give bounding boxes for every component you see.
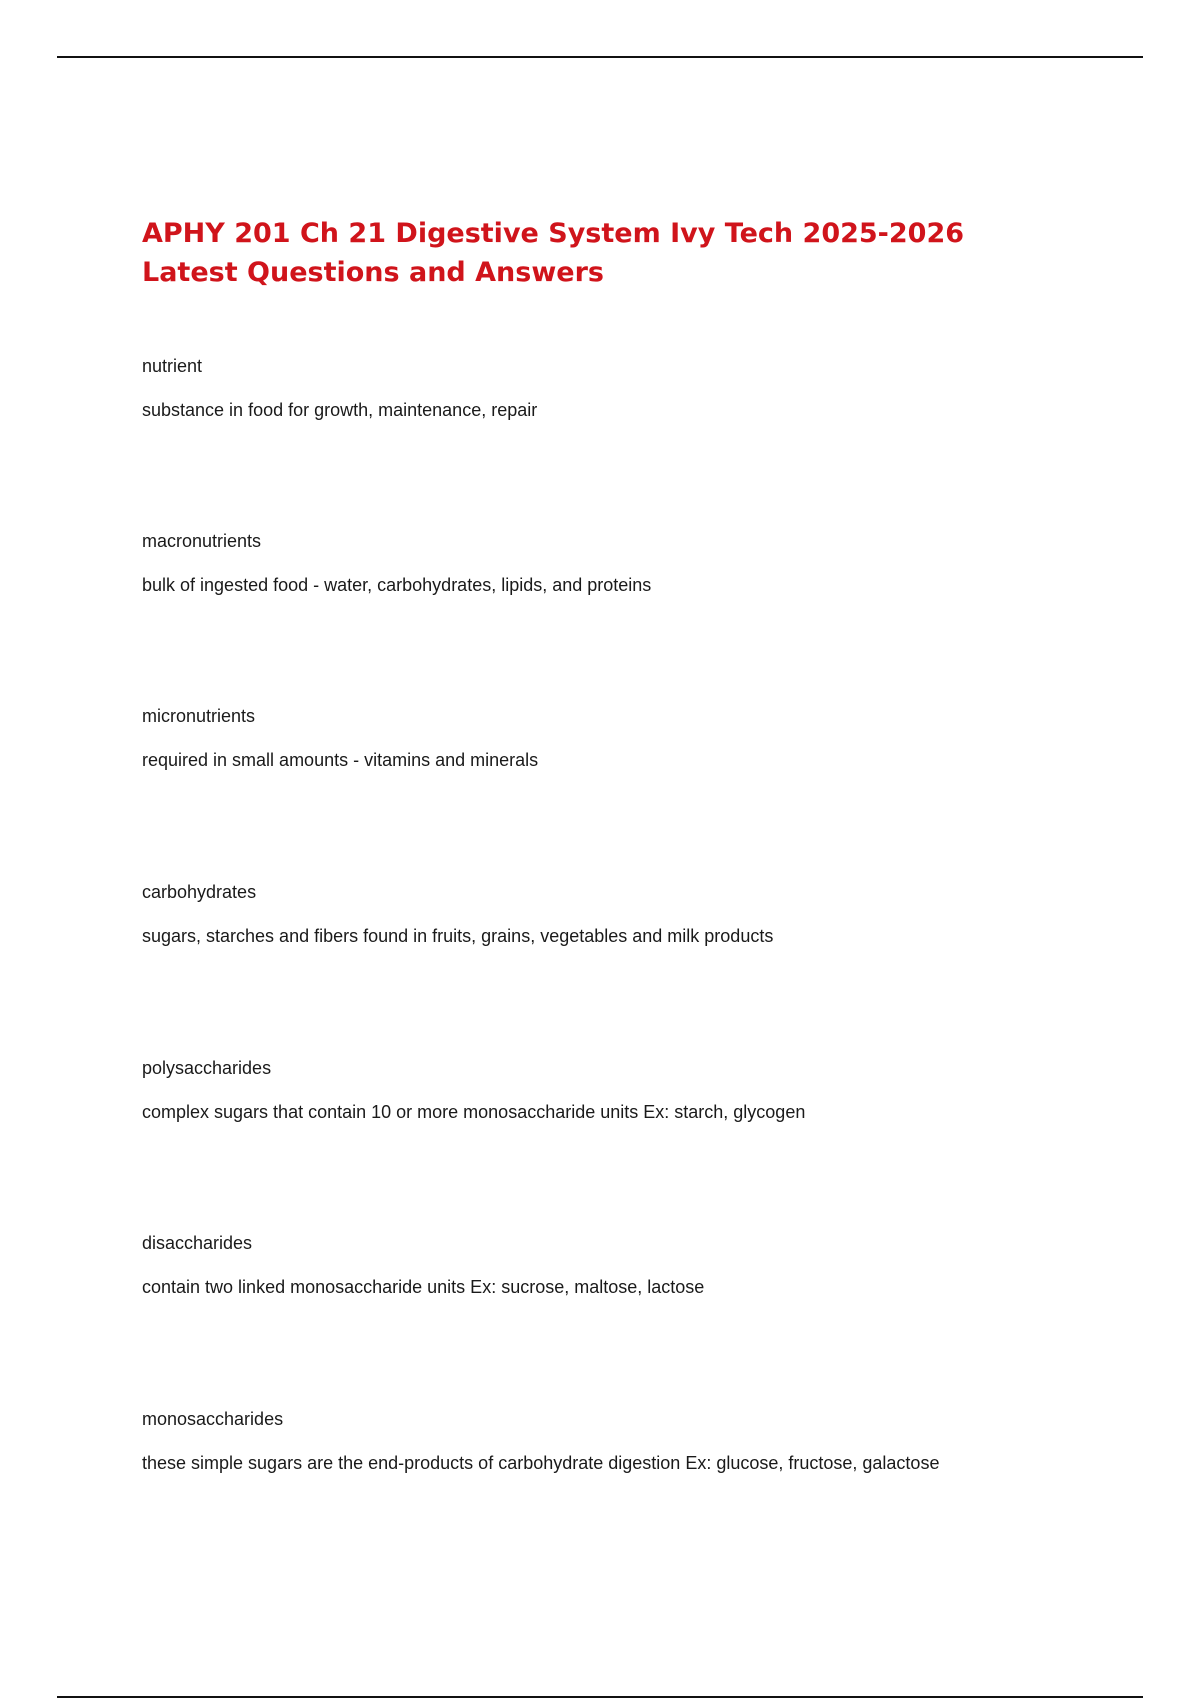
- flashcard-disaccharides: [142, 1231, 1142, 1299]
- title-line-2: Latest Questions and Answers: [142, 257, 604, 288]
- definition: substance in food for growth, maintenance, repair: [142, 400, 538, 420]
- flashcard-polysaccharides: [142, 1056, 1142, 1124]
- flashcard-micronutrients: [142, 704, 1142, 772]
- term: disaccharides: [142, 1233, 253, 1253]
- definition: required in small amounts - vitamins and minerals: [142, 750, 539, 770]
- term: micronutrients: [142, 706, 256, 726]
- top-rule: [57, 56, 1143, 58]
- document-title: [142, 214, 1042, 292]
- term: nutrient: [142, 356, 203, 376]
- flashcard-nutrient: [142, 354, 1142, 422]
- flashcard-monosaccharides: [142, 1407, 1142, 1475]
- title-line-1: APHY 201 Ch 21 Digestive System Ivy Tech 2025-2026: [142, 218, 965, 249]
- bottom-rule: [57, 1696, 1143, 1698]
- term: monosaccharides: [142, 1409, 284, 1429]
- definition: these simple sugars are the end-products of carbohydrate digestion Ex: glucose, fructose, galactose: [142, 1453, 940, 1473]
- definition: bulk of ingested food - water, carbohydrates, lipids, and proteins: [142, 575, 652, 595]
- definition: contain two linked monosaccharide units Ex: sucrose, maltose, lactose: [142, 1277, 705, 1297]
- flashcard-macronutrients: [142, 529, 1142, 597]
- term: polysaccharides: [142, 1058, 272, 1078]
- definition: complex sugars that contain 10 or more monosaccharide units Ex: starch, glycogen: [142, 1102, 806, 1122]
- flashcard-carbohydrates: [142, 880, 1142, 948]
- term: carbohydrates: [142, 882, 257, 902]
- term: macronutrients: [142, 531, 262, 551]
- definition: sugars, starches and fibers found in fruits, grains, vegetables and milk products: [142, 926, 774, 946]
